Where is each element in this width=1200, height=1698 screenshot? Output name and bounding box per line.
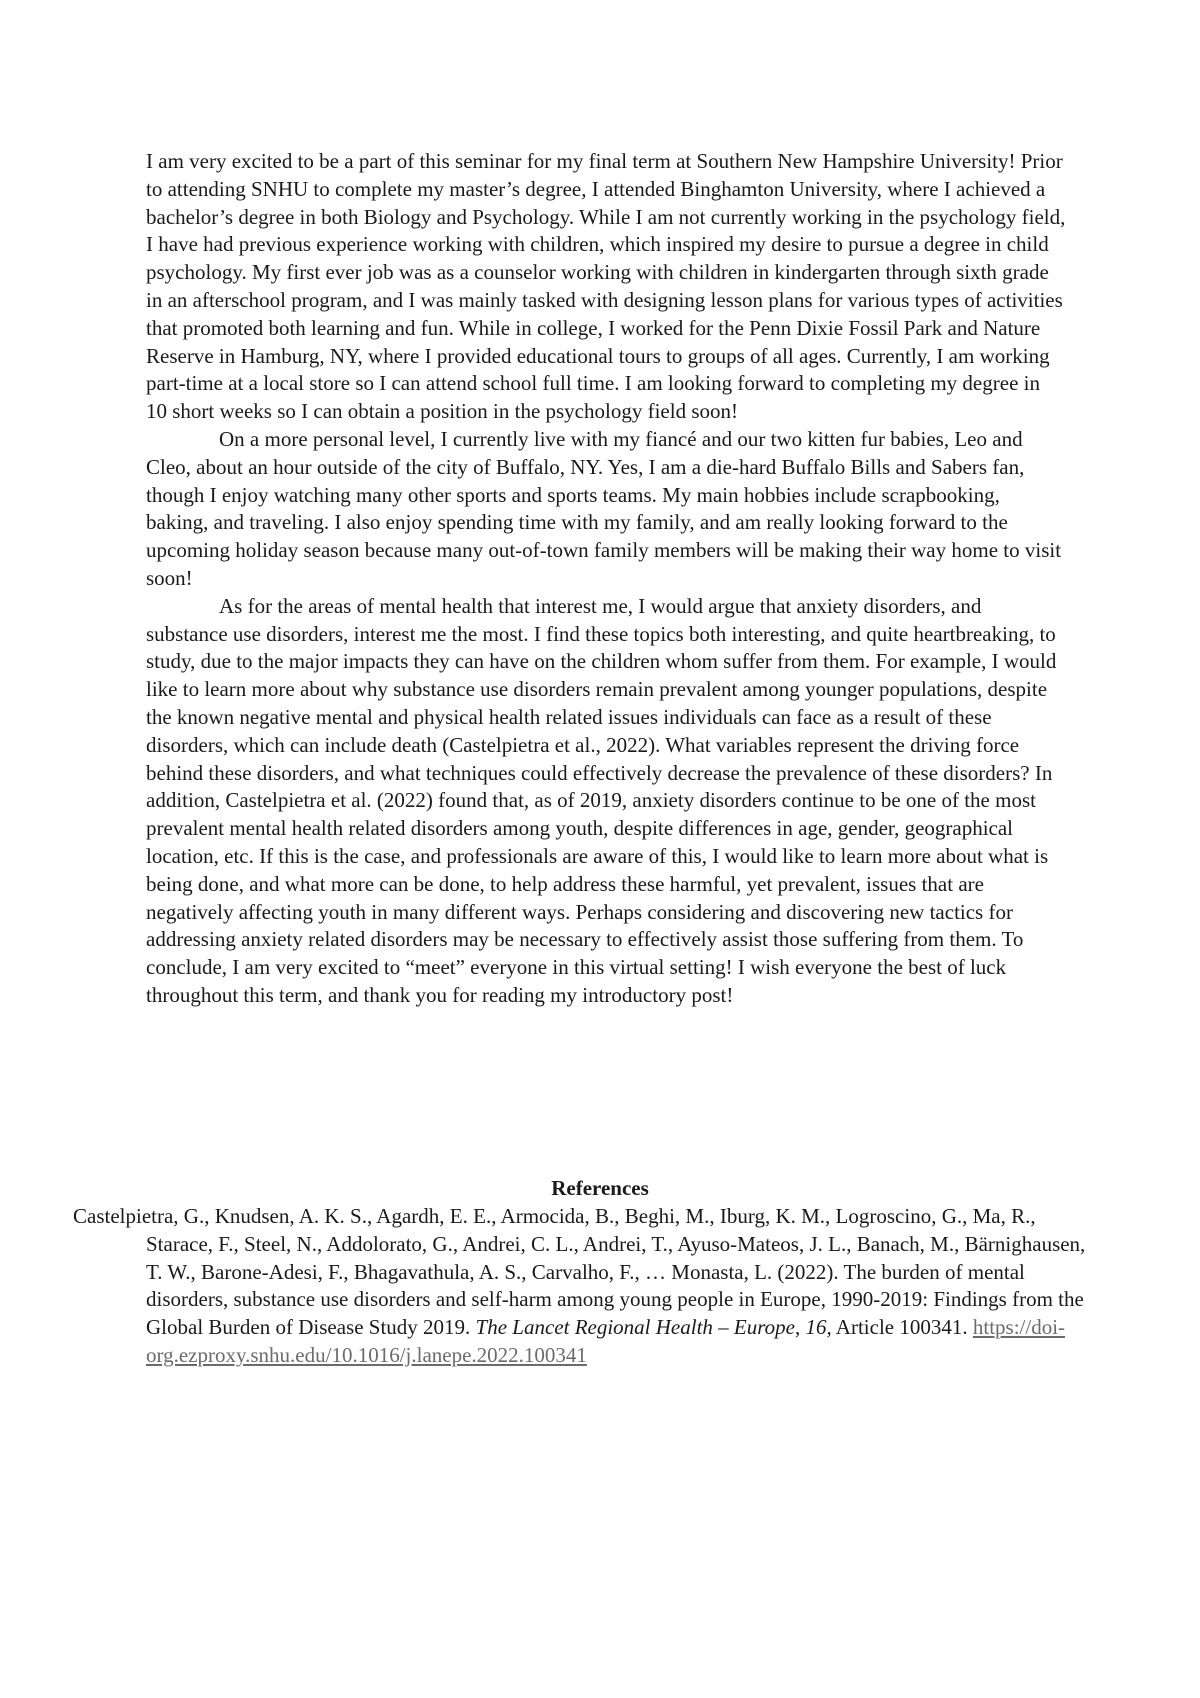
reference-journal: The Lancet Regional Health – Europe, 16 xyxy=(475,1315,827,1340)
reference-entry xyxy=(73,1203,1106,1370)
reference-doi-link[interactable]: https://doi-org.ezproxy.snhu.edu/10.1016/j.lanepe.2022.100341 xyxy=(146,1315,1066,1367)
references-heading: References xyxy=(551,1176,649,1200)
paragraph-interests: As for the areas of mental health that interest me, I would argue that anxiety disorders, and substance use disorders, interest me the most. I find these topics both interesting, and quite heartbreaking, to study, due to the major impacts they can have on the children whom suffer from them. For example, I would like to learn more about why substance use disorders remain prevalent among younger populations, despite the known negative mental and physical health related issues individuals can face as a result of these disorders, which can include death (Castelpietra et al., 2022). What variables represent the driving force behind these disorders, and what techniques could effectively decrease the prevalence of these disorders? In addition, Castelpietra et al. (2022) found that, as of 2019, anxiety disorders continue to be one of the most prevalent mental health related disorders among youth, despite differences in age, gender, geographical location, etc. If this is the case, and professionals are aware of this, I would like to learn more about what is being done, and what more can be done, to help address these harmful, yet prevalent, issues that are negatively affecting youth in many different ways. Perhaps considering and discovering new tactics for addressing anxiety related disorders may be necessary to effectively assist those suffering from them. To conclude, I am very excited to “meet” everyone in this virtual setting! I wish everyone the best of luck throughout this term, and thank you for reading my introductory post! xyxy=(146,593,1057,1007)
reference-article: , Article 100341. xyxy=(826,1315,973,1340)
reference-authors-title: Castelpietra, G., Knudsen, A. K. S., Agardh, E. E., Armocida, B., Beghi, M., Iburg, K. M., Logroscino, G., Ma, R., Starace, F., Steel, N., Addolorato, G., Andrei, C. L., Andrei, T., Ayuso-Mateos, J. L., Banach, M., Bärnighausen, T. W., Barone-Adesi, F., Bhagavathula, A. S., Carvalho, F., … Monasta, L. (2022). The burden of mental disorders, substance use disorders and self-harm among young people in Europe, 1990-2019: Findings from the Global Burden of Disease Study 2019. xyxy=(73,1204,1086,1340)
paragraph-personal: On a more personal level, I currently live with my fiancé and our two kitten fur babies, Leo and Cleo, about an hour outside of the city of Buffalo, NY. Yes, I am a die-hard Buffalo Bills and Sabers fan, though I enjoy watching many other sports and sports teams. My main hobbies include scrapbooking, baking, and traveling. I also enjoy spending time with my family, and am really looking forward to the upcoming holiday season because many out-of-town family members will be making their way home to visit soon! xyxy=(146,426,1062,590)
paragraph-intro: I am very excited to be a part of this seminar for my final term at Southern New Hampshire University! Prior to attending SNHU to complete my master’s degree, I attended Binghamton University, where I achieved a bachelor’s degree in both Biology and Psychology. While I am not currently working in the psychology field, I have had previous experience working with children, which inspired my desire to pursue a degree in child psychology. My first ever job was as a counselor working with children in kindergarten through sixth grade in an afterschool program, and I was mainly tasked with designing lesson plans for various types of activities that promoted both learning and fun. While in college, I worked for the Penn Dixie Fossil Park and Nature Reserve in Hamburg, NY, where I provided educational tours to groups of all ages. Currently, I am working part-time at a local store so I can attend school full time. I am looking forward to completing my degree in 10 short weeks so I can obtain a position in the psychology field soon! xyxy=(146,149,1066,424)
body-text xyxy=(146,148,1066,1010)
